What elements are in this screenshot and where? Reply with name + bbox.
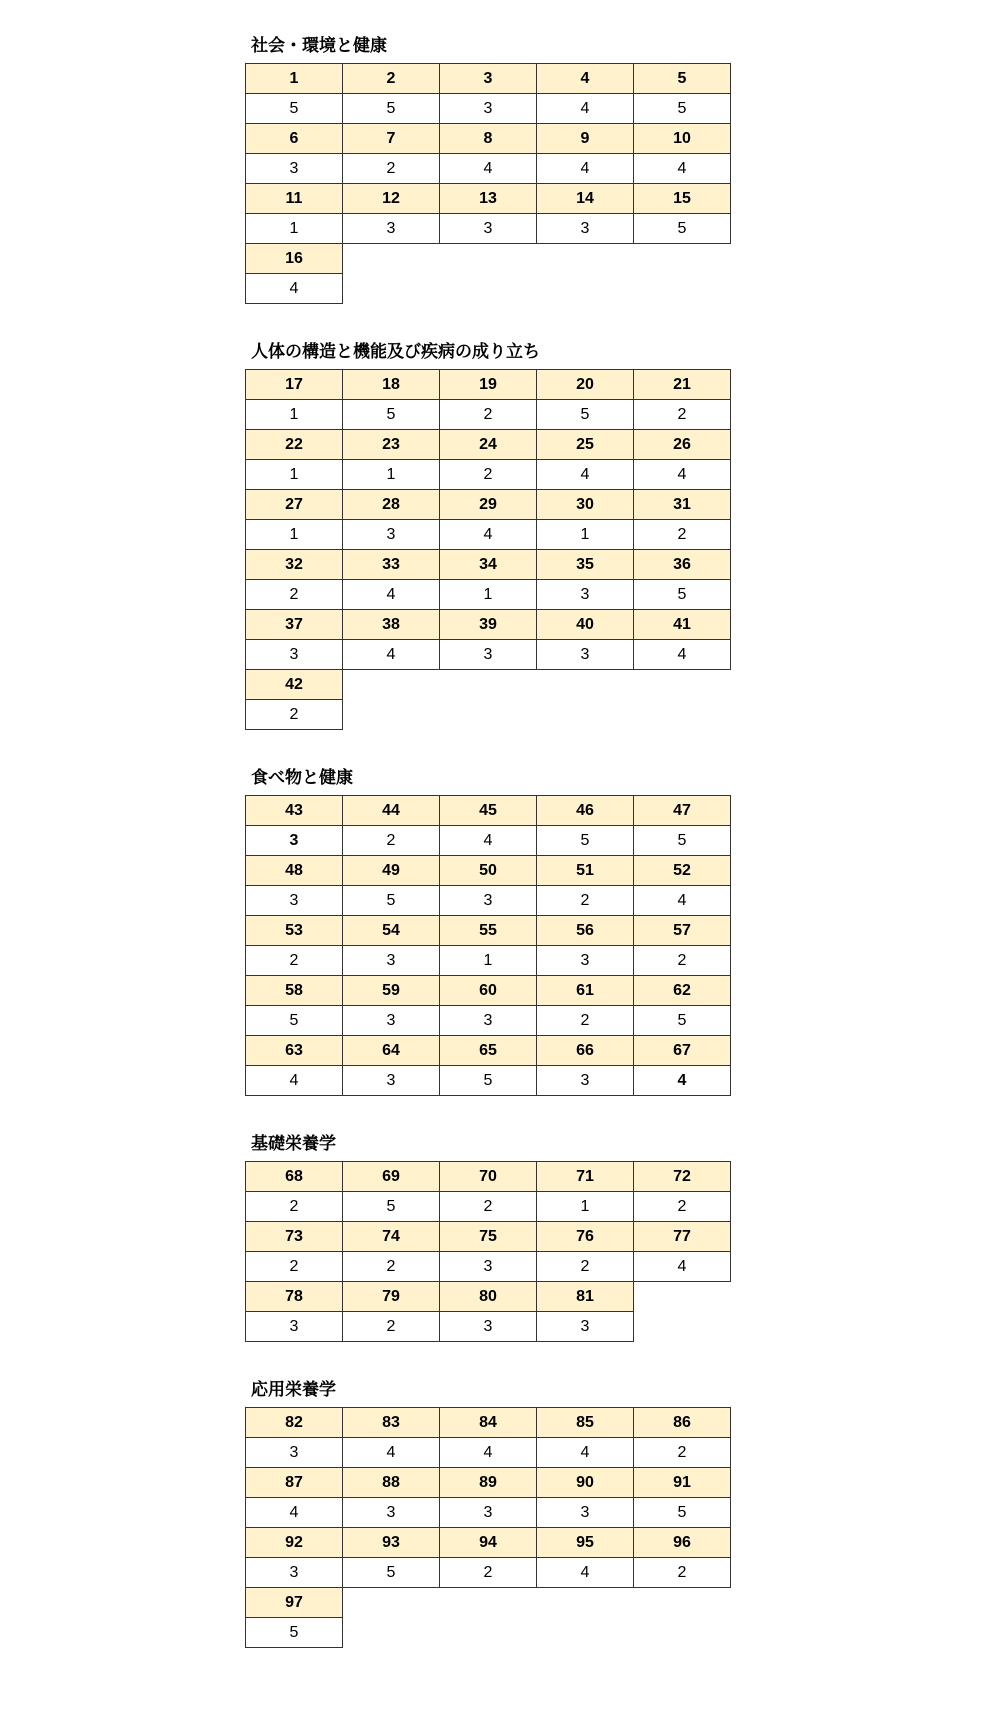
answer-cell: 5 [634,214,731,244]
empty-cell [537,700,634,730]
answer-cell: 2 [246,946,343,976]
question-number-cell: 78 [246,1282,343,1312]
answer-cell: 5 [634,1006,731,1036]
question-number-cell: 51 [537,856,634,886]
question-number-cell: 20 [537,370,634,400]
answer-cell: 3 [246,886,343,916]
answer-cell: 5 [634,826,731,856]
answer-table [245,1407,731,1648]
answer-cell: 5 [634,1498,731,1528]
answer-row [246,94,731,124]
question-number-cell: 68 [246,1162,343,1192]
answer-cell: 2 [246,1192,343,1222]
question-number-cell: 15 [634,184,731,214]
answer-row [246,946,731,976]
empty-cell [634,1588,731,1618]
answer-cell: 3 [537,214,634,244]
question-number-cell: 48 [246,856,343,886]
answer-row [246,1618,731,1648]
question-number-row [246,490,731,520]
question-number-row [246,610,731,640]
question-number-cell: 79 [343,1282,440,1312]
answer-table [245,1161,731,1342]
answer-section [245,336,745,730]
question-number-cell: 83 [343,1408,440,1438]
answer-row [246,1006,731,1036]
answer-cell: 2 [440,1558,537,1588]
question-number-cell: 46 [537,796,634,826]
empty-cell [634,274,731,304]
answer-cell: 1 [246,400,343,430]
answer-cell: 1 [440,580,537,610]
answer-cell: 2 [537,886,634,916]
answer-cell: 2 [537,1006,634,1036]
empty-cell [634,1282,731,1312]
question-number-cell: 52 [634,856,731,886]
answer-cell: 1 [246,214,343,244]
question-number-cell: 4 [537,64,634,94]
question-number-cell: 2 [343,64,440,94]
answer-row [246,1312,731,1342]
answer-cell: 3 [440,214,537,244]
question-number-cell: 23 [343,430,440,460]
answer-cell: 2 [634,400,731,430]
answer-cell: 2 [440,460,537,490]
question-number-cell: 35 [537,550,634,580]
answer-cell: 2 [634,946,731,976]
question-number-cell: 71 [537,1162,634,1192]
question-number-row [246,1408,731,1438]
empty-cell [634,670,731,700]
answer-section [245,1374,745,1648]
empty-cell [343,700,440,730]
question-number-cell: 50 [440,856,537,886]
question-number-row [246,244,731,274]
question-number-row [246,1282,731,1312]
question-number-cell: 3 [440,64,537,94]
answer-cell: 4 [537,154,634,184]
answer-row [246,886,731,916]
empty-cell [537,244,634,274]
answer-cell: 5 [246,1618,343,1648]
question-number-cell: 18 [343,370,440,400]
empty-cell [343,274,440,304]
question-number-cell: 10 [634,124,731,154]
answer-cell: 1 [440,946,537,976]
empty-cell [440,670,537,700]
question-number-cell: 54 [343,916,440,946]
answer-cell: 2 [343,154,440,184]
answer-cell: 3 [246,1312,343,1342]
answer-cell: 4 [537,1438,634,1468]
answer-section [245,30,745,304]
answer-cell: 2 [343,826,440,856]
question-number-cell: 58 [246,976,343,1006]
question-number-row [246,976,731,1006]
question-number-cell: 55 [440,916,537,946]
answer-cell: 3 [537,640,634,670]
answer-cell: 3 [343,946,440,976]
question-number-cell: 41 [634,610,731,640]
empty-cell [440,1588,537,1618]
question-number-cell: 77 [634,1222,731,1252]
question-number-row [246,1222,731,1252]
question-number-cell: 82 [246,1408,343,1438]
answer-table [245,369,731,730]
answer-row [246,520,731,550]
answer-cell: 3 [440,94,537,124]
question-number-cell: 92 [246,1528,343,1558]
answer-section [245,762,745,1096]
answer-cell: 4 [537,460,634,490]
answer-row [246,460,731,490]
empty-cell [343,244,440,274]
answer-cell: 3 [246,640,343,670]
question-number-cell: 84 [440,1408,537,1438]
question-number-cell: 90 [537,1468,634,1498]
question-number-cell: 36 [634,550,731,580]
question-number-cell: 91 [634,1468,731,1498]
answer-cell: 5 [343,94,440,124]
answer-cell: 1 [246,460,343,490]
empty-cell [440,274,537,304]
question-number-cell: 39 [440,610,537,640]
question-number-cell: 72 [634,1162,731,1192]
answer-cell: 3 [246,826,343,856]
empty-cell [343,670,440,700]
answer-cell: 3 [246,154,343,184]
question-number-cell: 81 [537,1282,634,1312]
answer-cell: 2 [440,1192,537,1222]
answer-cell: 3 [246,1438,343,1468]
question-number-cell: 25 [537,430,634,460]
answer-cell: 5 [343,1558,440,1588]
question-number-cell: 60 [440,976,537,1006]
empty-cell [440,244,537,274]
question-number-cell: 97 [246,1588,343,1618]
answer-cell: 3 [440,1006,537,1036]
question-number-cell: 6 [246,124,343,154]
answer-cell: 3 [246,1558,343,1588]
question-number-cell: 86 [634,1408,731,1438]
answer-cell: 2 [634,1192,731,1222]
question-number-cell: 19 [440,370,537,400]
empty-cell [537,1588,634,1618]
question-number-row [246,1468,731,1498]
answer-cell: 4 [440,1438,537,1468]
question-number-cell: 7 [343,124,440,154]
empty-cell [537,1618,634,1648]
question-number-row [246,550,731,580]
question-number-row [246,124,731,154]
empty-cell [537,274,634,304]
answer-cell: 3 [537,946,634,976]
section-title: 社会・環境と健康 [251,36,387,56]
section-title: 応用栄養学 [251,1380,336,1400]
answer-cell: 4 [440,520,537,550]
question-number-cell: 37 [246,610,343,640]
question-number-cell: 87 [246,1468,343,1498]
empty-cell [343,1618,440,1648]
section-title: 人体の構造と機能及び疾病の成り立ち [251,342,540,362]
question-number-cell: 57 [634,916,731,946]
question-number-cell: 22 [246,430,343,460]
answer-cell: 5 [343,1192,440,1222]
answer-cell: 3 [343,1066,440,1096]
empty-cell [440,1618,537,1648]
section-title: 食べ物と健康 [251,768,353,788]
answer-cell: 5 [246,1006,343,1036]
empty-cell [634,1312,731,1342]
answer-cell: 2 [246,1252,343,1282]
answer-cell: 4 [537,94,634,124]
question-number-cell: 96 [634,1528,731,1558]
question-number-cell: 9 [537,124,634,154]
question-number-cell: 16 [246,244,343,274]
answer-cell: 5 [537,826,634,856]
question-number-cell: 88 [343,1468,440,1498]
question-number-cell: 94 [440,1528,537,1558]
question-number-cell: 93 [343,1528,440,1558]
empty-cell [537,670,634,700]
question-number-cell: 49 [343,856,440,886]
question-number-cell: 69 [343,1162,440,1192]
question-number-cell: 53 [246,916,343,946]
question-number-cell: 67 [634,1036,731,1066]
question-number-cell: 44 [343,796,440,826]
answer-cell: 4 [343,640,440,670]
answer-cell: 2 [440,400,537,430]
answer-cell: 3 [343,1006,440,1036]
answer-cell: 3 [343,520,440,550]
question-number-cell: 56 [537,916,634,946]
answer-row [246,580,731,610]
empty-cell [634,700,731,730]
question-number-cell: 34 [440,550,537,580]
empty-cell [440,700,537,730]
question-number-cell: 40 [537,610,634,640]
answer-cell: 3 [440,886,537,916]
answer-row [246,1066,731,1096]
answer-cell: 4 [246,1498,343,1528]
question-number-cell: 65 [440,1036,537,1066]
answer-row [246,640,731,670]
answer-cell: 4 [634,154,731,184]
question-number-cell: 64 [343,1036,440,1066]
question-number-row [246,916,731,946]
answer-cell: 4 [634,1066,731,1096]
question-number-cell: 85 [537,1408,634,1438]
answer-cell: 1 [537,520,634,550]
question-number-row [246,430,731,460]
answer-cell: 2 [634,1438,731,1468]
answer-cell: 3 [537,1066,634,1096]
question-number-cell: 31 [634,490,731,520]
answer-cell: 3 [537,580,634,610]
answer-cell: 3 [537,1498,634,1528]
question-number-cell: 12 [343,184,440,214]
answer-cell: 4 [343,1438,440,1468]
question-number-cell: 47 [634,796,731,826]
question-number-cell: 27 [246,490,343,520]
answer-row [246,400,731,430]
answer-table [245,63,731,304]
question-number-cell: 80 [440,1282,537,1312]
answer-cell: 1 [537,1192,634,1222]
answer-cell: 5 [343,886,440,916]
answer-cell: 3 [440,640,537,670]
question-number-cell: 70 [440,1162,537,1192]
question-number-cell: 8 [440,124,537,154]
answer-cell: 4 [634,640,731,670]
question-number-cell: 14 [537,184,634,214]
answer-cell: 4 [440,826,537,856]
answer-cell: 2 [246,700,343,730]
answer-cell: 4 [246,274,343,304]
answer-row [246,274,731,304]
question-number-cell: 1 [246,64,343,94]
question-number-row [246,64,731,94]
question-number-cell: 73 [246,1222,343,1252]
answer-cell: 4 [634,1252,731,1282]
answer-cell: 2 [634,520,731,550]
question-number-cell: 33 [343,550,440,580]
question-number-cell: 76 [537,1222,634,1252]
empty-cell [634,244,731,274]
answer-cell: 5 [634,580,731,610]
question-number-row [246,184,731,214]
answer-cell: 5 [634,94,731,124]
question-number-cell: 42 [246,670,343,700]
answer-row [246,154,731,184]
question-number-cell: 75 [440,1222,537,1252]
answer-cell: 5 [246,94,343,124]
answer-row [246,700,731,730]
answer-cell: 2 [634,1558,731,1588]
answer-cell: 5 [440,1066,537,1096]
answer-cell: 2 [343,1312,440,1342]
answer-row [246,214,731,244]
answer-cell: 2 [343,1252,440,1282]
question-number-row [246,370,731,400]
question-number-row [246,1528,731,1558]
answer-cell: 4 [246,1066,343,1096]
answer-section [245,1128,745,1342]
empty-cell [634,1618,731,1648]
answer-row [246,826,731,856]
section-title: 基礎栄養学 [251,1134,336,1154]
question-number-row [246,1588,731,1618]
answer-row [246,1438,731,1468]
question-number-row [246,856,731,886]
question-number-cell: 59 [343,976,440,1006]
question-number-cell: 28 [343,490,440,520]
answer-cell: 3 [440,1312,537,1342]
answer-table [245,795,731,1096]
answer-cell: 5 [343,400,440,430]
question-number-cell: 43 [246,796,343,826]
answer-cell: 3 [343,1498,440,1528]
answer-cell: 4 [634,886,731,916]
question-number-cell: 95 [537,1528,634,1558]
answer-cell: 2 [537,1252,634,1282]
question-number-cell: 89 [440,1468,537,1498]
empty-cell [343,1588,440,1618]
answer-cell: 1 [246,520,343,550]
answer-cell: 3 [343,214,440,244]
question-number-cell: 61 [537,976,634,1006]
question-number-cell: 24 [440,430,537,460]
answer-cell: 4 [537,1558,634,1588]
question-number-cell: 74 [343,1222,440,1252]
answer-cell: 4 [440,154,537,184]
question-number-cell: 13 [440,184,537,214]
question-number-cell: 30 [537,490,634,520]
answer-cell: 5 [537,400,634,430]
answer-row [246,1192,731,1222]
answer-cell: 1 [343,460,440,490]
answer-cell: 2 [246,580,343,610]
answer-row [246,1252,731,1282]
question-number-cell: 66 [537,1036,634,1066]
question-number-cell: 21 [634,370,731,400]
question-number-cell: 29 [440,490,537,520]
question-number-cell: 63 [246,1036,343,1066]
question-number-row [246,1162,731,1192]
answer-cell: 3 [440,1498,537,1528]
answer-row [246,1498,731,1528]
answer-cell: 4 [343,580,440,610]
question-number-row [246,670,731,700]
answer-cell: 3 [440,1252,537,1282]
answer-cell: 4 [634,460,731,490]
question-number-cell: 5 [634,64,731,94]
question-number-cell: 38 [343,610,440,640]
answer-cell: 3 [537,1312,634,1342]
question-number-cell: 62 [634,976,731,1006]
question-number-cell: 45 [440,796,537,826]
question-number-row [246,1036,731,1066]
question-number-row [246,796,731,826]
question-number-cell: 32 [246,550,343,580]
question-number-cell: 17 [246,370,343,400]
answer-sheet [245,30,745,1648]
answer-row [246,1558,731,1588]
question-number-cell: 26 [634,430,731,460]
question-number-cell: 11 [246,184,343,214]
